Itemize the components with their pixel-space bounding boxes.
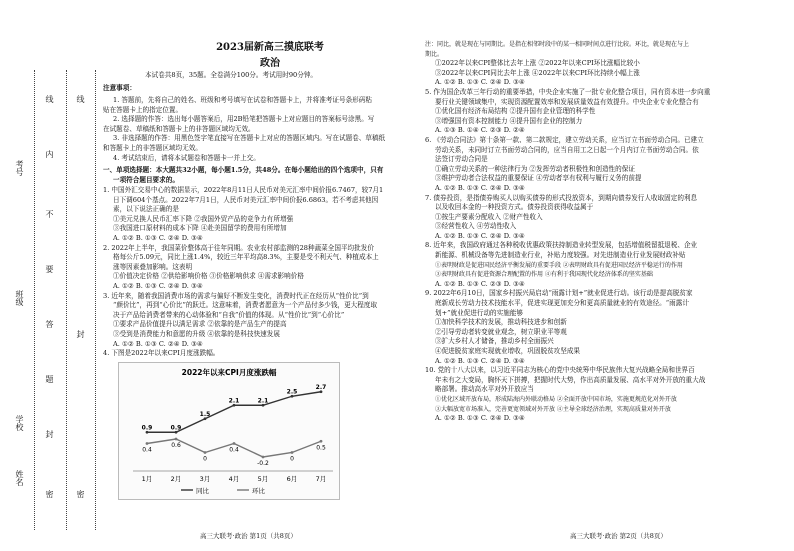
question-line: 7. 债券投资，是指债券购买人以购买债券的形式投放资本，到期向债券发行人收取固定的利息: [425, 193, 698, 202]
exam-number-label: 考号: [15, 160, 24, 176]
note-line: 和答题卡上的非答题区域均无效。: [103, 143, 202, 152]
footer-right: 高三大联考·政治 第2页（共8页）: [570, 532, 667, 540]
question-line: ③维护劳动者合法权益的重要保证 ④劳动者享有权利与履行义务的前提: [435, 174, 642, 183]
seal-mark: 线: [45, 95, 54, 103]
data-point: [204, 417, 207, 420]
question-line: A. ①② B. ①③ C. ②④ D. ③④: [113, 233, 203, 242]
question-line: ①按生产要素分配收入 ②财产性收入: [435, 212, 543, 221]
data-label: 0.5: [316, 444, 326, 452]
x-tick-label: 3月: [199, 475, 211, 483]
question-line: 5. 作为国企改革三年行动的重要举措，中央企业实施了一批专业化整合项目，同有资本进一步向重: [425, 87, 711, 96]
question-line: ③受到是消费能力和意愿的升级 ④依靠的是科技快速发展: [113, 329, 280, 338]
data-label: -0.2: [257, 460, 269, 467]
question-line: 新能源、机械设备等先进制造业行业，补贴力度较强。对先进制造业行业发展财政补贴: [435, 251, 686, 260]
question-line: ③增强国有资本控制能力 ④提升国有企业的控制力: [435, 116, 583, 125]
cpi-chart: [118, 362, 340, 500]
note-line: 1. 答题前，先将自己的姓名、班级和考号填写在试卷和答题卡上，并将准考证号条形码粘: [113, 96, 372, 104]
question-line: ①价值决定价格 ②供给影响价格 ③价格影响供求 ④需求影响价格: [113, 272, 304, 281]
student-name-label: 姓名: [15, 470, 24, 486]
question-line: A. ①③ B. ①④ C. ②③ D. ②④: [435, 126, 525, 135]
question-line: 格每公斤5.09元，同比上涨1.4%，较近三年平均高8.3%，主要是受不利天气、种植成本上: [113, 253, 379, 262]
data-point: [233, 442, 236, 445]
question-line: A. ①② B. ①③ C. ②④ D. ③④: [435, 231, 525, 240]
data-label: 2.7: [315, 383, 327, 391]
note-line: 贴在答题卡上的指定位置。: [103, 105, 183, 114]
question-line: A. ①② B. ①③ C. ②④ D. ③④: [435, 78, 525, 87]
data-point: [291, 451, 294, 454]
question-line: 注：同比，就是现在与同期比。是指在相邻时段中的某一相同时间点进行比较。环比，就是现在与上: [425, 41, 690, 48]
question-line: 8. 近年来，我国政府通过各种税收优惠政策扶持制造业转型发展，包括增值税留抵退税、企业: [425, 241, 698, 250]
question-line: ④促进脱贫家庭实现就业增收，巩固脱贫攻坚成果: [435, 347, 581, 355]
data-point: [175, 438, 178, 441]
exam-title: 2023届新高三摸底联考: [216, 42, 324, 53]
question-line: 1. 中国外汇交易中心的数据显示，2022年8月11日人民币对美元汇率中间价报6.7467，较7月1: [103, 186, 384, 194]
data-point: [204, 451, 207, 454]
question-line: 涨等因素叠加影响。这表明: [113, 262, 193, 271]
question-line: ①确立劳动关系的一种法律行为 ②发挥劳动者积极性和创造性的保证: [435, 164, 635, 173]
exam-subject: 政治: [260, 58, 280, 69]
question-line: ①加快科学技术的发展，推动科技进步和创新: [435, 318, 567, 327]
note-line: 在试题卷、草稿纸和答题卡上的非答题区域均无效。: [103, 124, 255, 133]
question-line: ①要求产品价值提升以满足需求 ②依靠的是产品生产的提高: [113, 320, 287, 329]
x-tick-label: 7月: [315, 475, 327, 483]
binding-line-outer: [34, 70, 35, 530]
data-point: [262, 404, 265, 407]
question-line: A. ①② B. ①③ C. ②③ D. ③④: [435, 279, 525, 288]
data-label: 2.5: [286, 388, 298, 396]
question-line: 劳动关系，未同时订立书面劳动合同的，应当自用工之日起一个月内订立书面劳动合同。依: [435, 145, 699, 154]
seal-side-mark: 密: [76, 490, 85, 498]
legend: [181, 486, 266, 495]
question-line: 3. 近年来，随着我国消费市场的需求与偏好不断发生变化，消费时代正在经历从“性价比”到: [103, 291, 369, 300]
section-line: 一、单项选择题：本大题共32小题，每小题1.5分，共48分。在每小题给出的四个选项中，只有: [103, 166, 384, 174]
question-line: ③表明财政具有促进资源合理配置的作用 ④有利于我国现代化经济体系的坚实基础: [435, 271, 653, 279]
question-line: ③扩大乡村人才储备，推动乡村全面振兴: [435, 337, 554, 346]
questions-left: [103, 186, 383, 359]
data-label: 0.9: [170, 424, 182, 432]
seal-mark: 密: [45, 490, 54, 498]
data-label: 0: [290, 455, 294, 463]
exam-info: 本试卷共8页，35题。全卷满分100分。考试用时90分钟。: [145, 71, 318, 79]
question-line: 10. 党的十八大以来，以习近平同志为核心的党中央统筹中华民族伟大复兴战略全局和世界百: [425, 366, 695, 375]
question-line: A. ①② B. ①③ C. ②④ D. ③④: [113, 281, 203, 290]
data-label: 0.4: [142, 446, 152, 454]
question-line: ③2022年以来CPI同比去年上涨 ④2022年以来CPI环比持续小幅上涨: [435, 68, 640, 77]
question-line: 2. 2022年上半年，我国菜价整体高于往年同期。农业农村部监测的28种蔬菜全国平均批发价: [103, 243, 374, 252]
x-tick-label: 6月: [286, 475, 298, 483]
question-line: ①2022年以来CPI整体比去年上涨 ②2022年以来CPI环比涨幅比较小: [435, 59, 640, 68]
question-line: A. ①② B. ①③ C. ②④ D. ③④: [435, 183, 525, 192]
seal-mark: 题: [45, 375, 54, 383]
data-point: [146, 431, 149, 434]
note-line: 2. 选择题的作答：选出每小题答案后，用2B铅笔把答题卡上对应题目的答案标号涂黑。写: [113, 115, 375, 124]
x-tick-label: 1月: [141, 475, 153, 483]
notes-block: [103, 96, 385, 163]
question-line: ①表明财政是促进国民经济平衡发展的重要手段 ②表明财政具有促进国民经济平稳运行的作用: [435, 261, 683, 269]
data-label: 1.5: [199, 410, 211, 418]
question-line: 日下调604个基点。2022年7月1日，人民币对美元汇率中间价报6.6863。若不考虑其他因: [113, 195, 379, 204]
question-line: “颜价比”，再到“心价比”的跃迁。这意味着，消费者愿意为一个产品付多少钱，更大程度取: [113, 301, 378, 310]
question-line: ①优化区域开放布局，形成陆海内外联动格局 ②全面开放中国市场，实施更规范化对外开放: [435, 395, 677, 403]
data-label: 0.4: [229, 446, 239, 454]
chart-title: 2022年以来CPI月度涨跌幅: [181, 368, 277, 377]
footer-left: 高三大联考·政治 第1页（共8页）: [200, 532, 297, 540]
question-line: ③大幅放宽市场准入，完善更宽领域对外开放 ④主导全球经济治理，实现高质量对外开放: [435, 405, 671, 413]
seal-mark: 不: [45, 210, 54, 218]
binding-line-inner: [66, 70, 67, 530]
questions-right: [425, 40, 710, 424]
x-tick-label: 4月: [228, 475, 240, 483]
question-line: ③我国进口原材料的成本下降 ④赴美国留学的费用有所增加: [113, 224, 287, 233]
question-line: 4. 下图是2022年以来CPI月度涨跌幅。: [103, 349, 220, 358]
question-line: 划+”就业促进行动的实施能够: [435, 308, 524, 317]
data-point: [233, 404, 236, 407]
question-line: 年未有之大变局，胸怀天下拼搏，把握时代大势，作出高质量发展、高水平对外开放的重大战: [435, 375, 706, 384]
data-point: [320, 390, 323, 393]
seal-mark: 内: [45, 150, 54, 158]
school-label: 学校: [15, 415, 24, 431]
note-line: 3. 非选择题的作答：用黑色签字笔直接写在答题卡上对应的答题区域内。写在试题卷、草稿纸: [113, 134, 386, 143]
question-line: A. ①② B. ①③ C. ②④ D. ③④: [113, 339, 203, 348]
x-tick-label: 2月: [170, 475, 182, 483]
question-line: 以及收回本金的一种投资方式。债券投资获得收益属于: [435, 203, 594, 212]
question-line: 庭新成长劳动力技术技能水平，促进实现更加充分和更高质量就业的有效途径。“雨露计: [435, 299, 689, 308]
legend-label-yoy: 同比: [196, 487, 209, 495]
data-point: [320, 440, 323, 443]
question-line: ①优化国有经济布局结构 ②提升国有企业管理的科学性: [435, 107, 596, 116]
question-line: A. ①② B. ①③ C. ②④ D. ③④: [435, 414, 525, 423]
question-line: 素，以下说法正确的是: [113, 205, 179, 214]
question-line: 期比。: [425, 50, 444, 58]
data-point: [175, 431, 178, 434]
class-label: 班级: [15, 290, 24, 306]
question-line: 法签订劳动合同是: [435, 155, 488, 164]
data-label: 0.6: [171, 442, 181, 449]
question-line: 9. 2022年6月10日，国家乡村振兴局启动“雨露计划+”就业促进行动。该行动是提高脱贫家: [425, 289, 693, 298]
section-heading: [103, 166, 383, 185]
cpi-chart-svg: [119, 363, 339, 499]
data-point: [291, 395, 294, 398]
seal-mark: 答: [45, 320, 54, 328]
question-line: 略部署。推动高水平对外开放应当: [435, 385, 534, 394]
question-line: ①美元兑换人民币汇率下降 ②我国外贸产品的竞争力有所增强: [113, 214, 294, 223]
question-line: ②引导劳动者转变就业观念，树立职业平等观: [435, 327, 567, 336]
question-line: 决于产品给消费者带来的心动体验和“自我”价值的体现。从“性价比”到“心价比”: [113, 310, 345, 319]
question-line: 要行业关键领域集中，实现资源配置效率和发展质量效益有效提升。中央企业专业化整合有: [435, 97, 699, 106]
question-line: ③经营性收入 ④劳动性收入: [435, 222, 517, 231]
binding-line-mid: [95, 70, 96, 530]
data-label: 0.9: [141, 424, 153, 432]
seal-mark: 封: [45, 430, 54, 438]
note-line: 4. 考试结束后，请将本试题卷和答题卡一并上交。: [113, 153, 260, 162]
data-label: 2.1: [228, 397, 240, 405]
data-label: 2.1: [257, 397, 269, 405]
seal-mark: 要: [45, 265, 54, 273]
notes-title: 注意事项：: [103, 84, 136, 92]
data-point: [262, 456, 265, 459]
data-point: [146, 442, 149, 445]
legend-label-mom: 环比: [252, 487, 265, 495]
data-label: 0: [203, 455, 207, 463]
x-tick-label: 5月: [257, 475, 269, 483]
question-line: 6. 《劳动合同法》第十条第一款、第二款规定，建立劳动关系，应当订立书面劳动合同。已建立: [425, 135, 704, 144]
section-line: 一项符合题目要求的。: [113, 175, 179, 184]
question-line: A. ①② B. ①③ C. ②④ D. ③④: [435, 356, 525, 365]
seal-side-mark: 线: [76, 95, 85, 103]
seal-side-mark: 封: [76, 330, 85, 338]
